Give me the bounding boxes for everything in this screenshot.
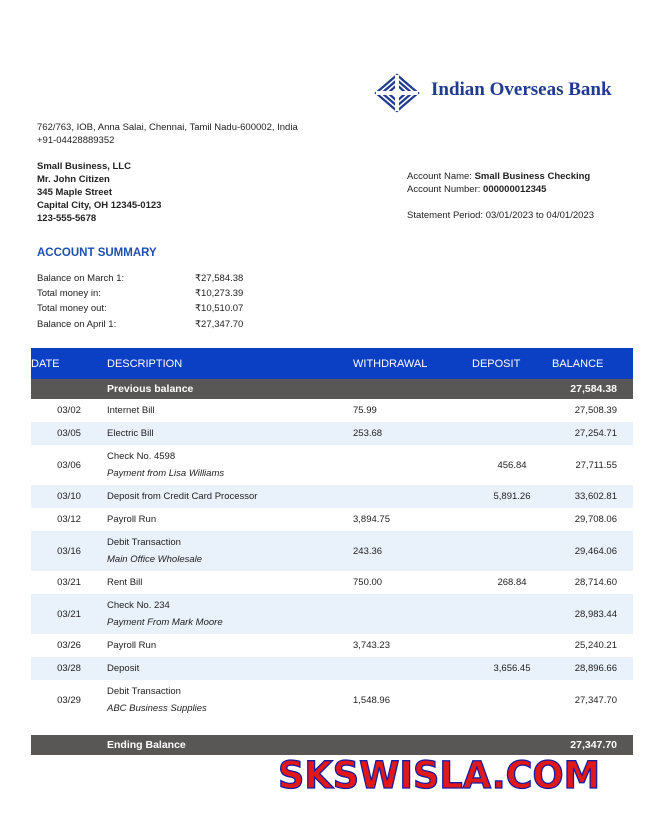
table-row: 03/10 Deposit from Credit Card Processor 5,891.26 33,602.81: [31, 485, 633, 508]
watermark-text: SKSWISLA.COM: [278, 754, 600, 797]
customer-company: Small Business, LLC: [37, 161, 131, 172]
table-header-row: [31, 348, 633, 379]
header-description: DESCRIPTION: [107, 348, 353, 379]
customer-phone: 123-555-5678: [37, 213, 97, 224]
table-row: 03/02 Internet Bill 75.99 27,508.39: [57, 405, 617, 416]
account-number: Account Number: 000000012345: [407, 184, 547, 195]
table-row: 03/28 Deposit 3,656.45 28,896.66: [31, 657, 633, 680]
summary-row: Balance on April 1: ₹27,347.70: [37, 319, 244, 330]
table-row: 03/12 Payroll Run 3,894.75 29,708.06: [57, 514, 617, 525]
table-row: 03/29 Debit Transaction ABC Business Supplies 1,548.96 27,347.70: [57, 686, 617, 714]
bank-address: 762/763, IOB, Anna Salai, Chennai, Tamil Nadu-600002, India: [37, 122, 298, 133]
table-row: 03/05 Electric Bill 253.68 27,254.71: [31, 422, 633, 445]
summary-row: Total money in: ₹10,273.39: [37, 288, 244, 299]
ending-balance-value: 27,347.70: [552, 735, 633, 755]
table-row: 03/21 Check No. 234 Payment From Mark Moore 28,983.44: [31, 594, 633, 634]
previous-balance-row: [31, 379, 633, 399]
watermark: [278, 752, 608, 803]
table-row: 03/21 Rent Bill 750.00 268.84 28,714.60: [57, 577, 617, 588]
account-name: Account Name: Small Business Checking: [407, 171, 591, 182]
header-withdrawal: WITHDRAWAL: [353, 348, 472, 379]
ending-balance-label: Ending Balance: [107, 735, 353, 755]
table-row: 03/06 Check No. 4598 Payment from Lisa Williams 456.84 27,711.55: [57, 451, 617, 479]
statement-period: Statement Period: 03/01/2023 to 04/01/2023: [407, 210, 594, 221]
bank-name: Indian Overseas Bank: [431, 79, 612, 100]
header-deposit: DEPOSIT: [472, 348, 552, 379]
customer-street: 345 Maple Street: [37, 187, 112, 198]
previous-balance-value: 27,584.38: [552, 379, 633, 399]
customer-city: Capital City, OH 12345-0123: [37, 200, 162, 211]
customer-name: Mr. John Citizen: [37, 174, 110, 185]
header-date: DATE: [31, 348, 107, 379]
account-summary-title: ACCOUNT SUMMARY: [37, 247, 157, 259]
table-spacer: [31, 720, 633, 735]
table-row: 03/16 Debit Transaction Main Office Wholesale 243.36 29,464.06: [31, 531, 633, 571]
bank-logo-icon: [372, 72, 422, 119]
previous-balance-label: Previous balance: [107, 379, 353, 399]
header-balance: BALANCE: [552, 348, 633, 379]
table-row: 03/26 Payroll Run 3,743.23 25,240.21: [57, 640, 617, 651]
transactions-table: [31, 348, 633, 755]
bank-phone: +91-04428889352: [37, 135, 115, 146]
summary-row: Total money out: ₹10,510.07: [37, 303, 244, 314]
summary-row: Balance on March 1: ₹27,584.38: [37, 273, 244, 284]
